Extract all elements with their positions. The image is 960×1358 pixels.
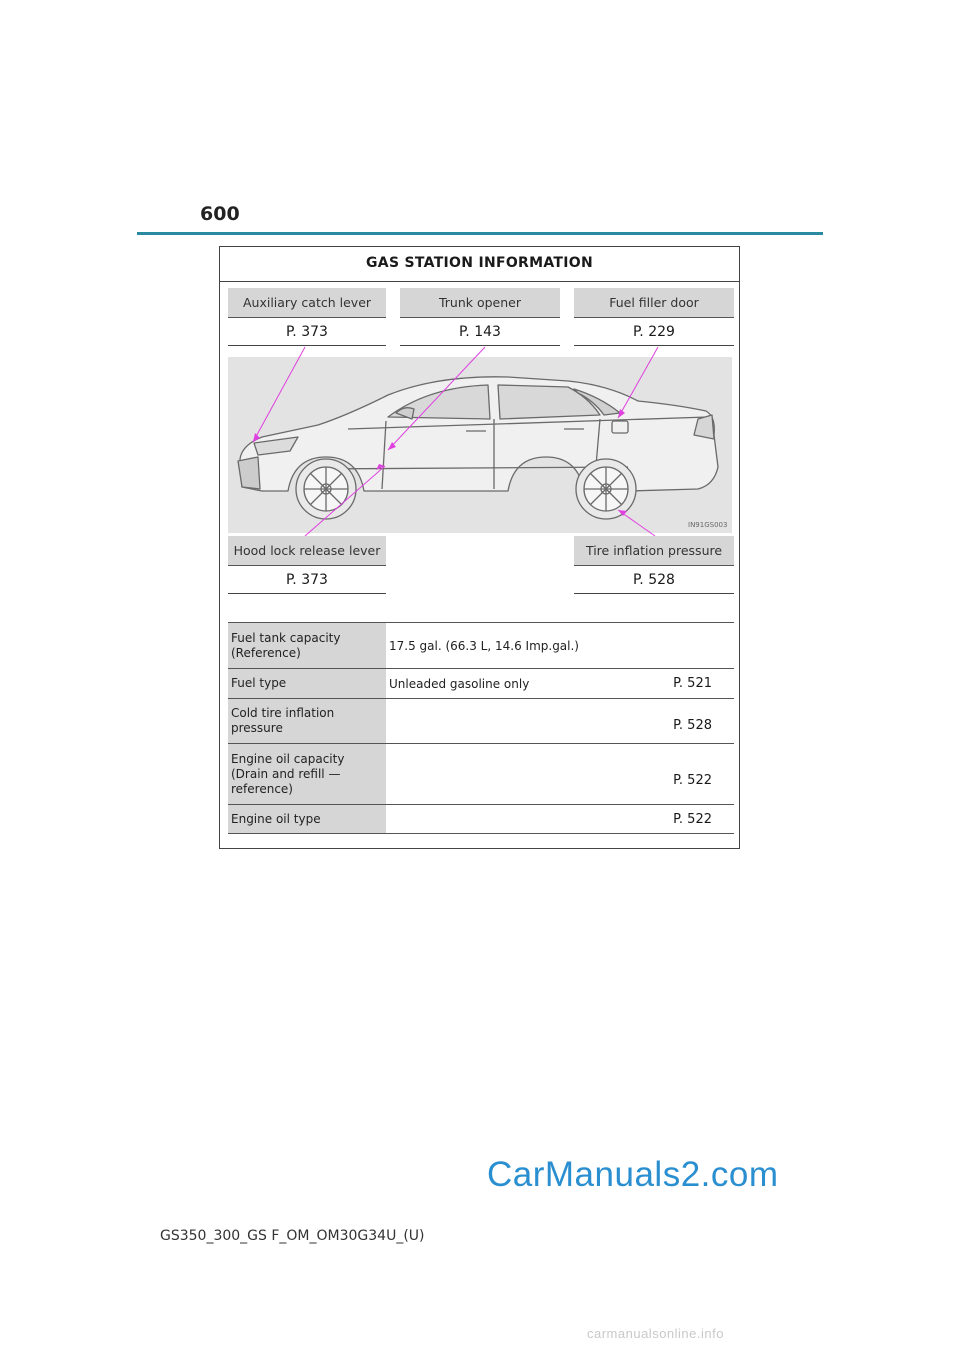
watermark-logo bbox=[487, 1155, 779, 1195]
spec-ref[interactable]: P. 528 bbox=[656, 699, 734, 744]
callout-ref-fuel-filler-door[interactable]: P. 229 bbox=[574, 318, 734, 346]
callout-label-trunk-opener: Trunk opener bbox=[400, 288, 560, 318]
spec-label: Cold tire inflation pressure bbox=[228, 699, 386, 744]
callout-label-hood-lock-release-lever: Hood lock release lever bbox=[228, 536, 386, 566]
page-number: 600 bbox=[200, 203, 240, 225]
spec-label: Engine oil type bbox=[228, 805, 386, 834]
spec-ref bbox=[656, 623, 734, 669]
spec-ref[interactable]: P. 522 bbox=[656, 744, 734, 805]
spec-row-engine-oil-capacity bbox=[228, 744, 734, 805]
spec-row-engine-oil-type bbox=[228, 805, 734, 834]
spec-row-fuel-tank bbox=[228, 623, 734, 669]
spec-value: 17.5 gal. (66.3 L, 14.6 Imp.gal.) bbox=[386, 623, 656, 669]
spec-label: Fuel tank capacity (Reference) bbox=[228, 623, 386, 669]
spec-label: Engine oil capacity (Drain and refill — reference) bbox=[228, 744, 386, 805]
car-illustration bbox=[228, 357, 732, 533]
spec-value: Unleaded gasoline only bbox=[386, 669, 656, 699]
spec-table bbox=[228, 622, 734, 834]
spec-value bbox=[386, 744, 656, 805]
spec-row-fuel-type bbox=[228, 669, 734, 699]
callout-ref-tire-inflation-pressure[interactable]: P. 528 bbox=[574, 566, 734, 594]
callout-ref-hood-lock-release-lever[interactable]: P. 373 bbox=[228, 566, 386, 594]
spec-label: Fuel type bbox=[228, 669, 386, 699]
footer-watermark: carmanualsonline.info bbox=[587, 1326, 724, 1341]
header-rule bbox=[137, 232, 823, 235]
illustration-code: IN91GS003 bbox=[688, 521, 728, 529]
callout-ref-auxiliary-catch-lever[interactable]: P. 373 bbox=[228, 318, 386, 346]
document-code: GS350_300_GS F_OM_OM30G34U_(U) bbox=[160, 1228, 425, 1244]
spec-value bbox=[386, 805, 656, 834]
callout-label-fuel-filler-door: Fuel filler door bbox=[574, 288, 734, 318]
spec-ref[interactable]: P. 522 bbox=[656, 805, 734, 834]
spec-value bbox=[386, 699, 656, 744]
callout-label-auxiliary-catch-lever: Auxiliary catch lever bbox=[228, 288, 386, 318]
car-side-view-image bbox=[228, 357, 732, 533]
spec-ref[interactable]: P. 521 bbox=[656, 669, 734, 699]
callout-ref-trunk-opener[interactable]: P. 143 bbox=[400, 318, 560, 346]
title-divider bbox=[220, 281, 739, 282]
callout-label-tire-inflation-pressure: Tire inflation pressure bbox=[574, 536, 734, 566]
watermark-text: CarManuals2.com bbox=[487, 1155, 779, 1194]
section-title: GAS STATION INFORMATION bbox=[366, 255, 593, 271]
spec-row-cold-tire-pressure bbox=[228, 699, 734, 744]
